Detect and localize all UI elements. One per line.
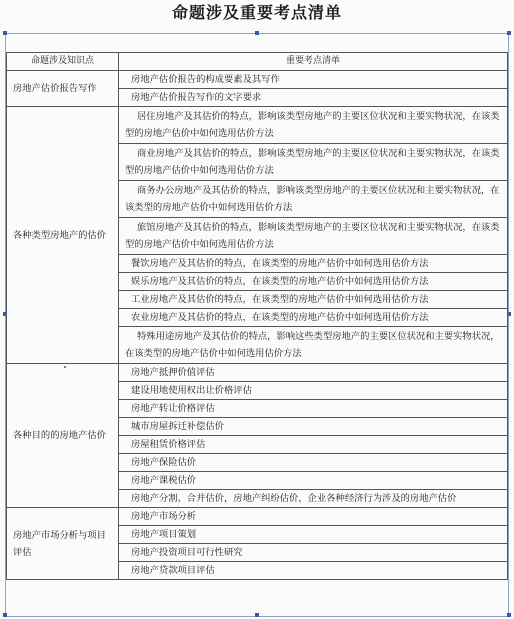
- resize-handle-top-right[interactable]: [507, 31, 511, 35]
- table-row: [7, 508, 508, 526]
- resize-handle-bottom-left[interactable]: [3, 613, 7, 617]
- item-cell: 建设用地使用权出让价格评估: [119, 382, 508, 400]
- table-row: [7, 107, 508, 144]
- item-cell: 农业房地产及其估价的特点，在该类型的房地产估价中如何选用估价方法: [119, 309, 508, 327]
- item-cell: 房地产分割、合并估价，房地产纠纷估价，企业各种经济行为涉及的房地产估价: [119, 490, 508, 508]
- category-cell: 房地产估价报告写作: [7, 71, 119, 107]
- resize-handle-top-center[interactable]: [255, 31, 259, 35]
- resize-handle-bottom-center[interactable]: [255, 613, 259, 617]
- category-cell: 房地产市场分析与项目评估: [7, 508, 119, 580]
- item-cell: 房地产项目策划: [119, 526, 508, 544]
- category-cell: 各种类型房地产的估价: [7, 107, 119, 364]
- item-cell: 房地产课税估价: [119, 472, 508, 490]
- header-key-points: 重要考点清单: [119, 53, 508, 71]
- item-cell: 旅馆房地产及其估价的特点，影响该类型房地产的主要区位状况和主要实物状况，在该类型的房地产估价中如何选用估价方法: [119, 218, 508, 255]
- resize-handle-middle-left[interactable]: [3, 312, 7, 316]
- item-cell: 房地产抵押价值评估: [119, 364, 508, 382]
- item-cell: 房地产保险估价: [119, 454, 508, 472]
- item-cell: 房屋租赁价格评估: [119, 436, 508, 454]
- item-cell: 特殊用途房地产及其估价的特点，影响这些类型房地产的主要区位状况和主要实物状况，在该类型的房地产估价中如何选用估价方法: [119, 327, 508, 364]
- item-cell: 城市房屋拆迁补偿估价: [119, 418, 508, 436]
- item-cell: 房地产估价报告写作的文字要求: [119, 89, 508, 107]
- item-cell: 餐饮房地产及其估价的特点，在该类型的房地产估价中如何选用估价方法: [119, 255, 508, 273]
- item-cell: 居住房地产及其估价的特点，影响该类型房地产的主要区位状况和主要实物状况，在该类型的房地产估价中如何选用估价方法: [119, 107, 508, 144]
- item-cell: 房地产投资项目可行性研究: [119, 544, 508, 562]
- item-cell: 房地产市场分析: [119, 508, 508, 526]
- resize-handle-middle-right[interactable]: [507, 312, 511, 316]
- resize-handle-top-left[interactable]: [3, 31, 7, 35]
- item-cell: 房地产估价报告的构成要素及其写作: [119, 71, 508, 89]
- item-cell: 商务办公房地产及其估价的特点，影响该类型房地产的主要区位状况和主要实物状况，在该类型的房地产估价中如何选用估价方法: [119, 181, 508, 218]
- item-cell: 工业房地产及其估价的特点，在该类型的房地产估价中如何选用估价方法: [119, 291, 508, 309]
- category-cell: 各种目的的房地产估价: [7, 364, 119, 508]
- page-title: 命题涉及重要考点清单: [171, 3, 342, 22]
- resize-handle-bottom-right[interactable]: [507, 613, 511, 617]
- item-cell: 房地产转让价格评估: [119, 400, 508, 418]
- item-cell: 商业房地产及其估价的特点，影响该类型房地产的主要区位状况和主要实物状况，在该类型的房地产估价中如何选用估价方法: [119, 144, 508, 181]
- scan-speck: [64, 366, 66, 368]
- table-row: [7, 71, 508, 89]
- header-knowledge-point: 命题涉及知识点: [7, 53, 119, 71]
- item-cell: 房地产贷款项目评估: [119, 562, 508, 580]
- exam-points-table: [6, 52, 508, 580]
- table-header-row: [7, 53, 508, 71]
- table-row: [7, 364, 508, 382]
- item-cell: 娱乐房地产及其估价的特点，在该类型的房地产估价中如何选用估价方法: [119, 273, 508, 291]
